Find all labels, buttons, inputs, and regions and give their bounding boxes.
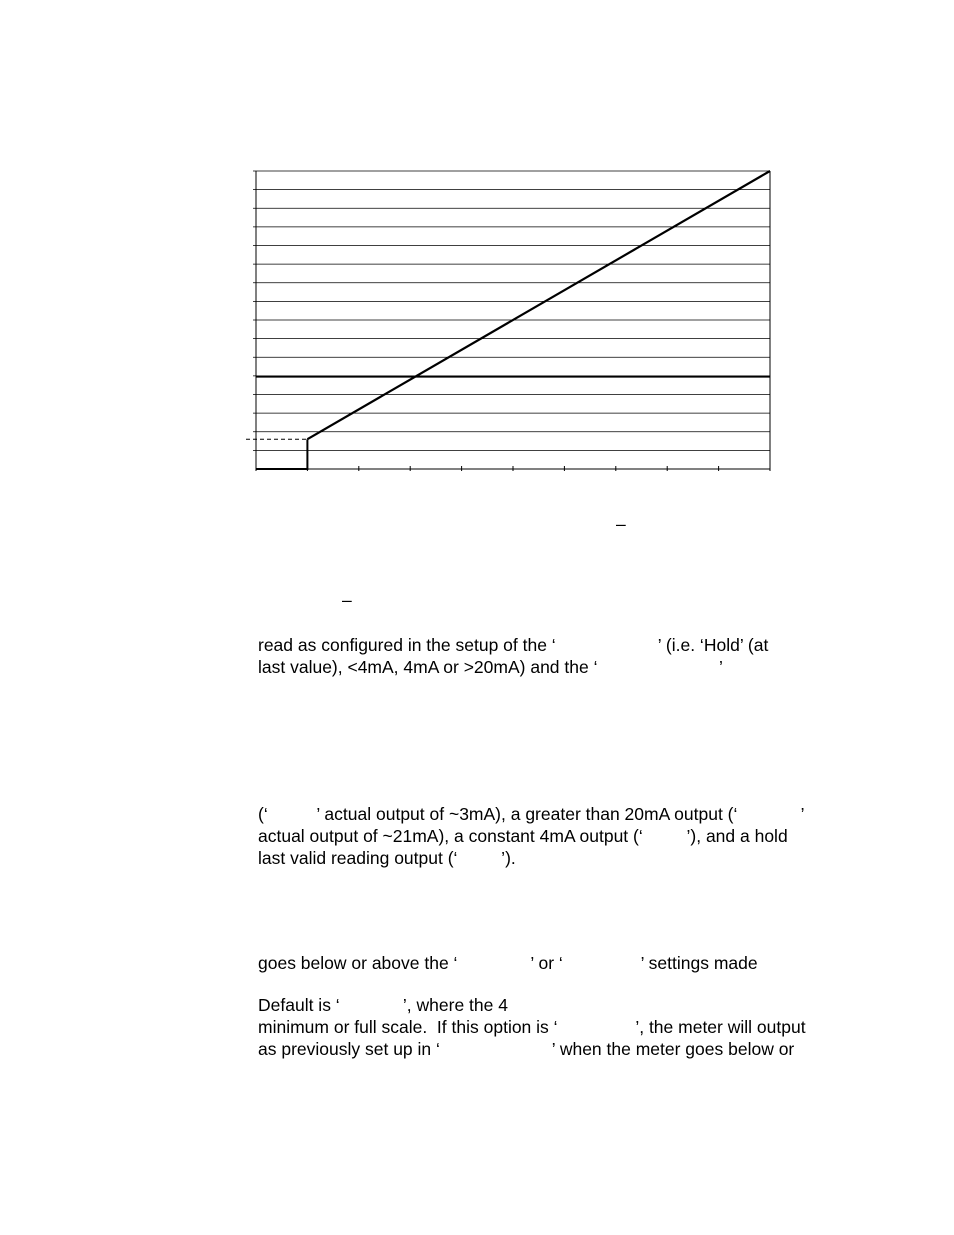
paragraph-line: read as configured in the setup of the ‘ ’ (i.e. ‘Hold’ (at bbox=[258, 635, 769, 655]
dash-mark-2: – bbox=[342, 590, 352, 610]
paragraph-line: minimum or full scale. If this option is ‘ ’, the meter will output bbox=[258, 1017, 806, 1037]
paragraph-line: as previously set up in ‘ ’ when the meter goes below or bbox=[258, 1039, 795, 1059]
paragraph-line: last value), <4mA, 4mA or >20mA) and the ‘ ’ bbox=[258, 657, 723, 677]
paragraph-line: actual output of ~21mA), a constant 4mA output (‘ ’), and a hold bbox=[258, 826, 788, 846]
paragraph-line: Default is ‘ ’, where the 4 bbox=[258, 995, 508, 1015]
output-response-graph bbox=[240, 165, 775, 475]
signal-output-line bbox=[307, 171, 770, 439]
dash-mark-1: – bbox=[616, 514, 626, 534]
paragraph-line: last valid reading output (‘ ’). bbox=[258, 848, 516, 868]
paragraph-line: goes below or above the ‘ ’ or ‘ ’ settings made bbox=[258, 953, 758, 973]
paragraph-line: (‘ ’ actual output of ~3mA), a greater than 20mA output (‘ ’ bbox=[258, 804, 805, 824]
low-cutoff-step bbox=[256, 439, 307, 469]
gridlines bbox=[253, 171, 770, 450]
